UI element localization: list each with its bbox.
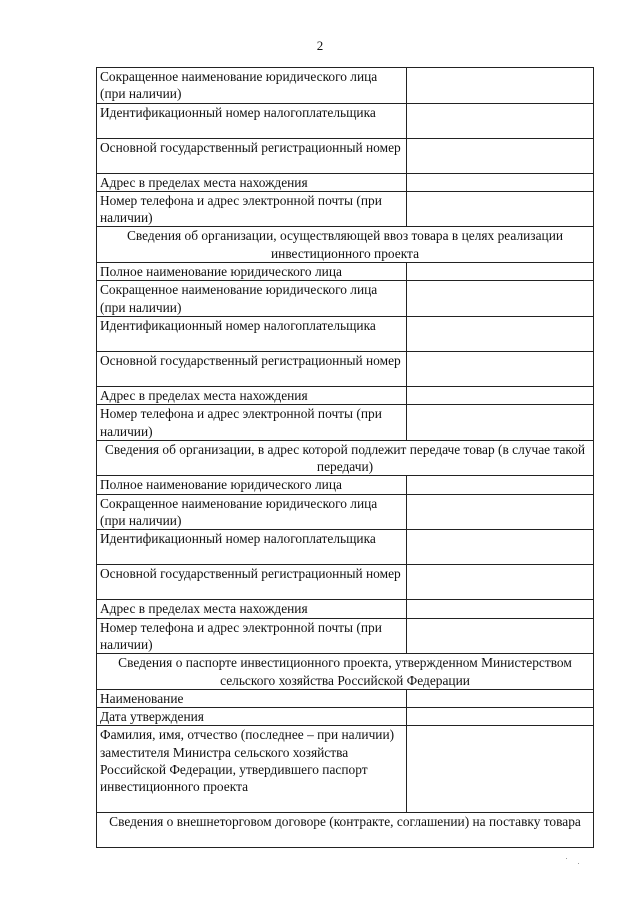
field-label: Дата утверждения	[97, 708, 407, 726]
field-label: Номер телефона и адрес электронной почты (при наличии)	[97, 618, 407, 654]
table-row	[97, 618, 594, 654]
section-header-row	[97, 440, 594, 476]
table-row	[97, 68, 594, 104]
field-label: Адрес в пределах места нахождения	[97, 600, 407, 618]
section-header: Сведения о внешнеторговом договоре (контракте, соглашении) на поставку товара	[97, 813, 594, 848]
field-label: Наименование	[97, 689, 407, 707]
field-label: Полное наименование юридического лица	[97, 263, 407, 281]
table-row	[97, 689, 594, 707]
table-row	[97, 476, 594, 494]
field-label: Сокращенное наименование юридического лица (при наличии)	[97, 494, 407, 530]
field-value-cell	[406, 476, 593, 494]
table-row	[97, 726, 594, 813]
field-value-cell	[406, 618, 593, 654]
field-value-cell	[406, 708, 593, 726]
field-label: Сокращенное наименование юридического лица (при наличии)	[97, 281, 407, 317]
field-value-cell	[406, 565, 593, 600]
field-value-cell	[406, 351, 593, 386]
section-header: Сведения об организации, осуществляющей ввоз товара в целях реализации инвестиционного проекта	[97, 227, 594, 263]
table-row	[97, 263, 594, 281]
field-value-cell	[406, 494, 593, 530]
field-value-cell	[406, 281, 593, 317]
table-row	[97, 351, 594, 386]
field-value-cell	[406, 530, 593, 565]
field-value-cell	[406, 386, 593, 404]
table-row	[97, 138, 594, 173]
scan-artifact	[566, 858, 567, 859]
field-label: Идентификационный номер налогоплательщика	[97, 316, 407, 351]
field-value-cell	[406, 173, 593, 191]
section-header: Сведения о паспорте инвестиционного проекта, утвержденном Министерством сельского хозяйства Российской Федерации	[97, 654, 594, 690]
field-value-cell	[406, 263, 593, 281]
table-row	[97, 494, 594, 530]
table-row	[97, 708, 594, 726]
table-row	[97, 191, 594, 227]
field-label: Идентификационный номер налогоплательщика	[97, 530, 407, 565]
table-row	[97, 530, 594, 565]
field-label: Идентификационный номер налогоплательщика	[97, 103, 407, 138]
table-row	[97, 386, 594, 404]
table-row	[97, 565, 594, 600]
table-row	[97, 173, 594, 191]
field-label: Основной государственный регистрационный номер	[97, 351, 407, 386]
field-value-cell	[406, 68, 593, 104]
scan-artifact	[578, 863, 579, 864]
field-label: Адрес в пределах места нахождения	[97, 386, 407, 404]
table-row	[97, 103, 594, 138]
field-value-cell	[406, 138, 593, 173]
field-value-cell	[406, 726, 593, 813]
field-label: Адрес в пределах места нахождения	[97, 173, 407, 191]
section-header-row	[97, 813, 594, 848]
field-value-cell	[406, 103, 593, 138]
page-number: 2	[316, 38, 324, 53]
section-header-row	[97, 227, 594, 263]
table-row	[97, 281, 594, 317]
section-header: Сведения об организации, в адрес которой подлежит передаче товар (в случае такой передачи)	[97, 440, 594, 476]
field-value-cell	[406, 191, 593, 227]
field-label: Номер телефона и адрес электронной почты (при наличии)	[97, 191, 407, 227]
section-header-row	[97, 654, 594, 690]
field-value-cell	[406, 316, 593, 351]
table-row	[97, 316, 594, 351]
field-value-cell	[406, 405, 593, 441]
field-label: Полное наименование юридического лица	[97, 476, 407, 494]
field-label: Фамилия, имя, отчество (последнее – при наличии) заместителя Министра сельского хозяйства Российской Федерации, утвердившего паспорт инвестиционного проекта	[97, 726, 407, 813]
table-row	[97, 405, 594, 441]
field-label: Основной государственный регистрационный номер	[97, 565, 407, 600]
table-row	[97, 600, 594, 618]
field-value-cell	[406, 600, 593, 618]
field-label: Номер телефона и адрес электронной почты (при наличии)	[97, 405, 407, 441]
field-label: Основной государственный регистрационный номер	[97, 138, 407, 173]
field-value-cell	[406, 689, 593, 707]
form-table	[96, 67, 594, 848]
field-label: Сокращенное наименование юридического лица (при наличии)	[97, 68, 407, 104]
